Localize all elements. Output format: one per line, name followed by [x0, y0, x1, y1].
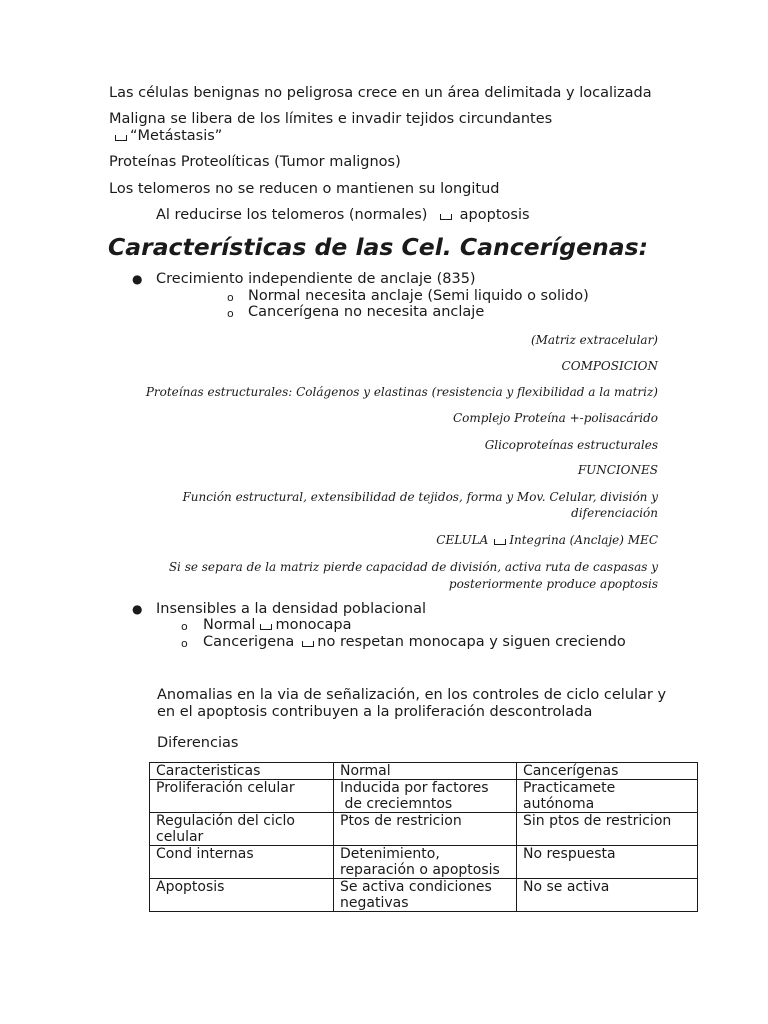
- arrow-icon: [260, 624, 272, 630]
- metastasis-text: “Metástasis”: [130, 128, 223, 144]
- normal-text: Normal: [203, 617, 256, 633]
- no-respetan-text: no respetan monocapa y siguen creciendo: [317, 634, 626, 650]
- circle-bullet-icon: o: [181, 637, 188, 650]
- matrix-line-glico: Glicoproteínas estructurales: [484, 438, 658, 452]
- table-cell: Sin ptos de restricion: [517, 813, 698, 846]
- diferencias-label: Diferencias: [157, 735, 239, 751]
- table-row: [150, 846, 698, 879]
- bullet-item-anclaje: Crecimiento independiente de anclaje (835): [156, 271, 476, 287]
- table-cell: Normal: [334, 763, 517, 780]
- table-row: [150, 813, 698, 846]
- table-row: [150, 879, 698, 912]
- table-cell: No se activa: [517, 879, 698, 912]
- matrix-line-proteinas: Proteínas estructurales: Colágenos y elastinas (resistencia y flexibilidad a la matriz): [145, 385, 658, 399]
- table-cell: Cond internas: [150, 846, 334, 879]
- sub-item-normal-monocapa: [203, 617, 351, 634]
- arrow-icon: [302, 641, 314, 647]
- anomalias-line-1: Anomalias en la via de señalización, en los controles de ciclo celular y: [157, 687, 667, 703]
- monocapa-text: monocapa: [275, 617, 352, 633]
- intro-line-2: Maligna se libera de los límites e invadir tejidos circundantes: [109, 111, 553, 127]
- anomalias-line-2: en el apoptosis contribuyen a la proliferación descontrolada: [157, 704, 593, 720]
- matrix-line-complejo: Complejo Proteína +-polisacárido: [452, 411, 658, 425]
- intro-line-3: Proteínas Proteolíticas (Tumor malignos): [109, 154, 401, 170]
- circle-bullet-icon: o: [227, 291, 234, 304]
- table-cell: Inducida por factores de creciemntos: [334, 780, 517, 813]
- bullet-icon: ●: [132, 602, 143, 616]
- matrix-line-separa: Si se separa de la matriz pierde capacidad de división, activa ruta de caspasas y: [168, 560, 658, 574]
- matrix-line-funcion-2: diferenciación: [571, 506, 658, 520]
- table-cell: Apoptosis: [150, 879, 334, 912]
- bullet-icon: ●: [132, 272, 143, 286]
- table-cell: Cancerígenas: [517, 763, 698, 780]
- table-cell: Caracteristicas: [150, 763, 334, 780]
- sub-item-cancerigena: Cancerígena no necesita anclaje: [248, 304, 485, 320]
- cancerigena-text: Cancerigena: [203, 634, 295, 650]
- table-cell: Se activa condiciones negativas: [334, 879, 517, 912]
- circle-bullet-icon: o: [227, 307, 234, 320]
- table-header-row: [150, 763, 698, 780]
- table-cell: Ptos de restricion: [334, 813, 517, 846]
- apoptosis-text: apoptosis: [459, 207, 530, 223]
- differences-table: [149, 762, 698, 912]
- arrow-icon: [440, 214, 452, 220]
- matrix-title: (Matriz extracelular): [530, 333, 658, 347]
- table-cell: Regulación del ciclo celular: [150, 813, 334, 846]
- table-row: [150, 780, 698, 813]
- integrina-text: Integrina (Anclaje) MEC: [509, 533, 658, 547]
- table-cell: No respuesta: [517, 846, 698, 879]
- intro-line-2b: [112, 128, 222, 145]
- composicion-label: COMPOSICION: [561, 359, 658, 373]
- table-cell: Practicamete autónoma: [517, 780, 698, 813]
- celula-text: CELULA: [436, 533, 489, 547]
- arrow-icon: [115, 135, 127, 141]
- intro-line-5: [156, 207, 530, 224]
- section-heading: Características de las Cel. Cancerígenas:: [108, 233, 648, 261]
- circle-bullet-icon: o: [181, 620, 188, 633]
- funciones-label: FUNCIONES: [577, 463, 658, 477]
- sub-item-cancerigena-monocapa: [203, 634, 626, 651]
- matrix-line-separa-2: posteriormente produce apoptosis: [448, 577, 658, 591]
- table-cell: Detenimiento, reparación o apoptosis: [334, 846, 517, 879]
- intro-line-1: Las células benignas no peligrosa crece en un área delimitada y localizada: [109, 85, 652, 101]
- sub-item-normal: Normal necesita anclaje (Semi liquido o solido): [248, 288, 589, 304]
- arrow-icon: [494, 539, 506, 545]
- table-cell: Proliferación celular: [150, 780, 334, 813]
- telomere-text: Al reducirse los telomeros (normales): [156, 207, 428, 223]
- matrix-line-funcion: Función estructural, extensibilidad de tejidos, forma y Mov. Celular, división y: [182, 490, 658, 504]
- intro-line-4: Los telomeros no se reducen o mantienen su longitud: [109, 181, 500, 197]
- matrix-line-celula: [436, 532, 658, 549]
- bullet-item-densidad: Insensibles a la densidad poblacional: [156, 601, 427, 617]
